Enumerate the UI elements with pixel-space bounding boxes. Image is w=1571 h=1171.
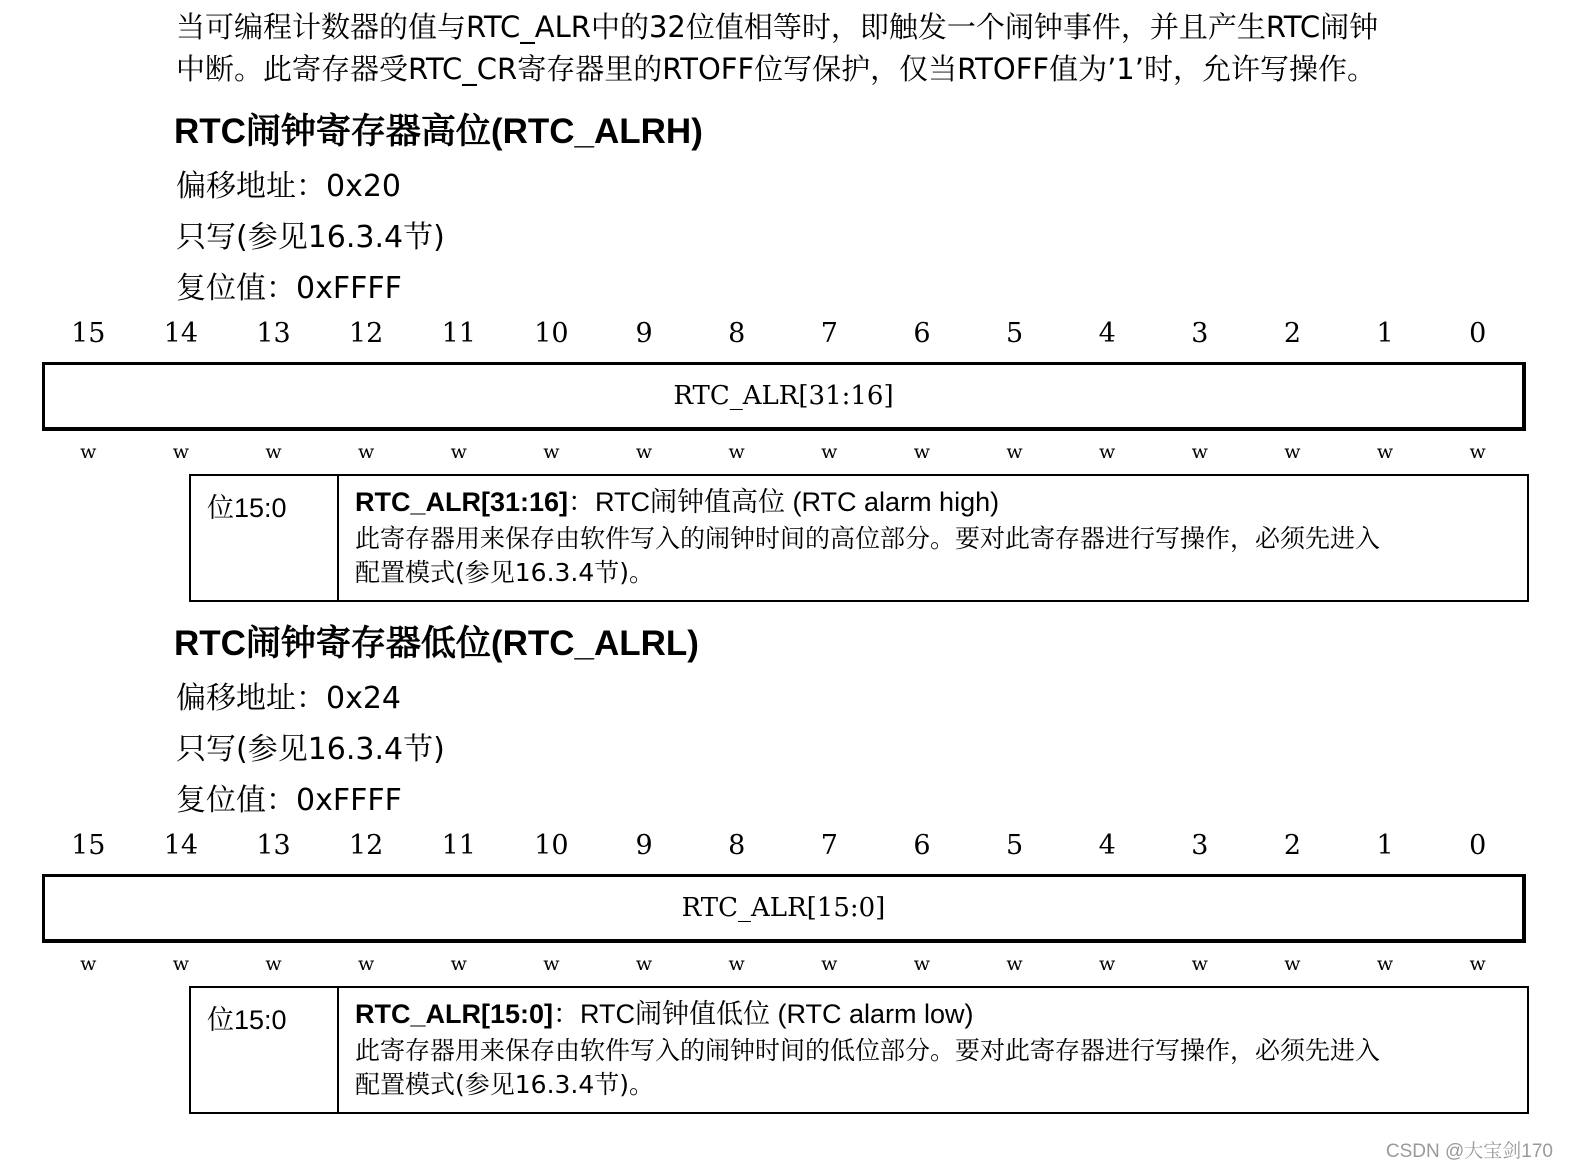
bit-access: w — [1006, 441, 1023, 463]
bit-access: w — [543, 441, 560, 463]
bit-number: 13 — [256, 318, 291, 349]
alrl-description-table — [189, 986, 1529, 1114]
bit-access: w — [728, 953, 745, 975]
alrh-desc-field-name: RTC_ALR[31:16] — [355, 487, 569, 517]
bit-access: w — [913, 441, 931, 463]
bit-number: 7 — [820, 318, 838, 349]
bit-access: w — [172, 441, 190, 463]
bit-number: 5 — [1005, 318, 1024, 349]
bit-access: w — [635, 953, 653, 975]
bit-number: 7 — [820, 830, 838, 861]
bit-access: w — [450, 441, 467, 463]
bit-number: 13 — [256, 830, 291, 861]
intro-paragraph — [176, 6, 1546, 90]
bit-number: 11 — [441, 830, 476, 861]
bit-number: 5 — [1005, 830, 1024, 861]
bit-number: 2 — [1283, 318, 1302, 349]
alrl-desc-field-name: RTC_ALR[15:0] — [355, 999, 554, 1029]
bit-number: 12 — [349, 318, 384, 349]
bit-access: w — [543, 953, 560, 975]
bit-access: w — [1284, 953, 1301, 975]
bit-number: 14 — [163, 318, 199, 349]
alrl-desc-line-1: 此寄存器用来保存由软件写入的闹钟时间的低位部分。要对此寄存器进行写操作，必须先进入 — [355, 1036, 1381, 1065]
bit-access: w — [358, 441, 375, 463]
bit-access: w — [1376, 953, 1394, 975]
alrl-desc-title — [355, 996, 1527, 1032]
alrh-access: 只写(参见16.3.4节) — [176, 220, 445, 255]
bit-access: w — [1191, 953, 1208, 975]
bit-number: 15 — [71, 830, 106, 861]
bit-access: w — [1099, 441, 1116, 463]
bit-number: 1 — [1376, 830, 1394, 861]
bit-number: 10 — [534, 830, 569, 861]
alrh-desc-line-2: 配置模式(参见16.3.4节)。 — [355, 558, 655, 587]
alrh-offset: 偏移地址：0x20 — [176, 169, 402, 204]
alrh-description-table — [189, 474, 1529, 602]
alrl-desc-line-2: 配置模式(参见16.3.4节)。 — [355, 1070, 655, 1099]
bit-number: 4 — [1098, 830, 1116, 861]
bit-access: w — [1099, 953, 1116, 975]
bit-number: 3 — [1191, 318, 1209, 349]
bit-access: w — [728, 441, 745, 463]
alrl-desc-bits: 位15:0 — [191, 988, 339, 1112]
bit-access: w — [358, 953, 375, 975]
alrh-field-label: RTC_ALR[31:16] — [673, 381, 894, 411]
bit-number: 2 — [1283, 830, 1302, 861]
bit-access: w — [1469, 953, 1486, 975]
bit-number: 8 — [728, 830, 746, 861]
watermark: CSDN @大宝剑170 — [1385, 1141, 1553, 1162]
bit-access: w — [1469, 441, 1486, 463]
alrl-offset: 偏移地址：0x24 — [176, 681, 402, 716]
alrl-bit-access — [42, 953, 1524, 975]
bit-access: w — [821, 953, 838, 975]
bit-number: 0 — [1469, 830, 1487, 861]
bit-access: w — [172, 953, 190, 975]
bit-number: 12 — [349, 830, 384, 861]
bit-number: 6 — [913, 318, 931, 349]
alrl-bit-numbers — [42, 830, 1524, 861]
alrl-field-label: RTC_ALR[15:0] — [681, 893, 886, 923]
bit-access: w — [1191, 441, 1208, 463]
bit-number: 4 — [1098, 318, 1116, 349]
intro-line-2: 中断。此寄存器受RTC_CR寄存器里的RTOFF位写保护，仅当RTOFF值为’1’时，允许写操作。 — [176, 52, 1376, 86]
bit-access: w — [1284, 441, 1301, 463]
bit-number: 6 — [913, 830, 931, 861]
alrl-register-field — [42, 874, 1526, 943]
bit-number: 15 — [71, 318, 106, 349]
alrl-desc-body — [339, 988, 1527, 1112]
bit-number: 10 — [534, 318, 569, 349]
bit-access: w — [450, 953, 467, 975]
bit-number: 1 — [1376, 318, 1394, 349]
alrl-reset: 复位值：0xFFFF — [176, 783, 402, 818]
bit-access: w — [265, 953, 282, 975]
alrl-access: 只写(参见16.3.4节) — [176, 732, 445, 767]
bit-number: 9 — [635, 830, 653, 861]
bit-number: 11 — [441, 318, 476, 349]
bit-number: 9 — [635, 318, 653, 349]
alrh-bit-access — [42, 441, 1524, 463]
alrh-heading: RTC闹钟寄存器高位(RTC_ALRH) — [174, 112, 703, 151]
alrl-heading: RTC闹钟寄存器低位(RTC_ALRL) — [174, 624, 699, 663]
intro-line-1: 当可编程计数器的值与RTC_ALR中的32位值相等时，即触发一个闹钟事件，并且产生RTC闹钟 — [176, 10, 1379, 44]
bit-number: 3 — [1191, 830, 1209, 861]
bit-access: w — [913, 953, 931, 975]
alrh-register-field — [42, 362, 1526, 431]
bit-access: w — [635, 441, 653, 463]
alrh-desc-bits: 位15:0 — [191, 476, 339, 600]
bit-access: w — [821, 441, 838, 463]
alrh-bit-numbers — [42, 318, 1524, 349]
bit-number: 0 — [1469, 318, 1487, 349]
alrh-reset: 复位值：0xFFFF — [176, 271, 402, 306]
alrh-desc-title — [355, 484, 1527, 520]
alrh-desc-body — [339, 476, 1527, 600]
alrh-desc-title-rest: ：RTC闹钟值高位 (RTC alarm high) — [568, 487, 1000, 517]
bit-access: w — [80, 441, 97, 463]
bit-access: w — [265, 441, 282, 463]
alrh-desc-line-1: 此寄存器用来保存由软件写入的闹钟时间的高位部分。要对此寄存器进行写操作，必须先进入 — [355, 524, 1381, 553]
bit-access: w — [1006, 953, 1023, 975]
bit-number: 14 — [163, 830, 199, 861]
bit-number: 8 — [728, 318, 746, 349]
bit-access: w — [80, 953, 97, 975]
alrl-desc-title-rest: ：RTC闹钟值低位 (RTC alarm low) — [553, 999, 974, 1029]
bit-access: w — [1376, 441, 1394, 463]
